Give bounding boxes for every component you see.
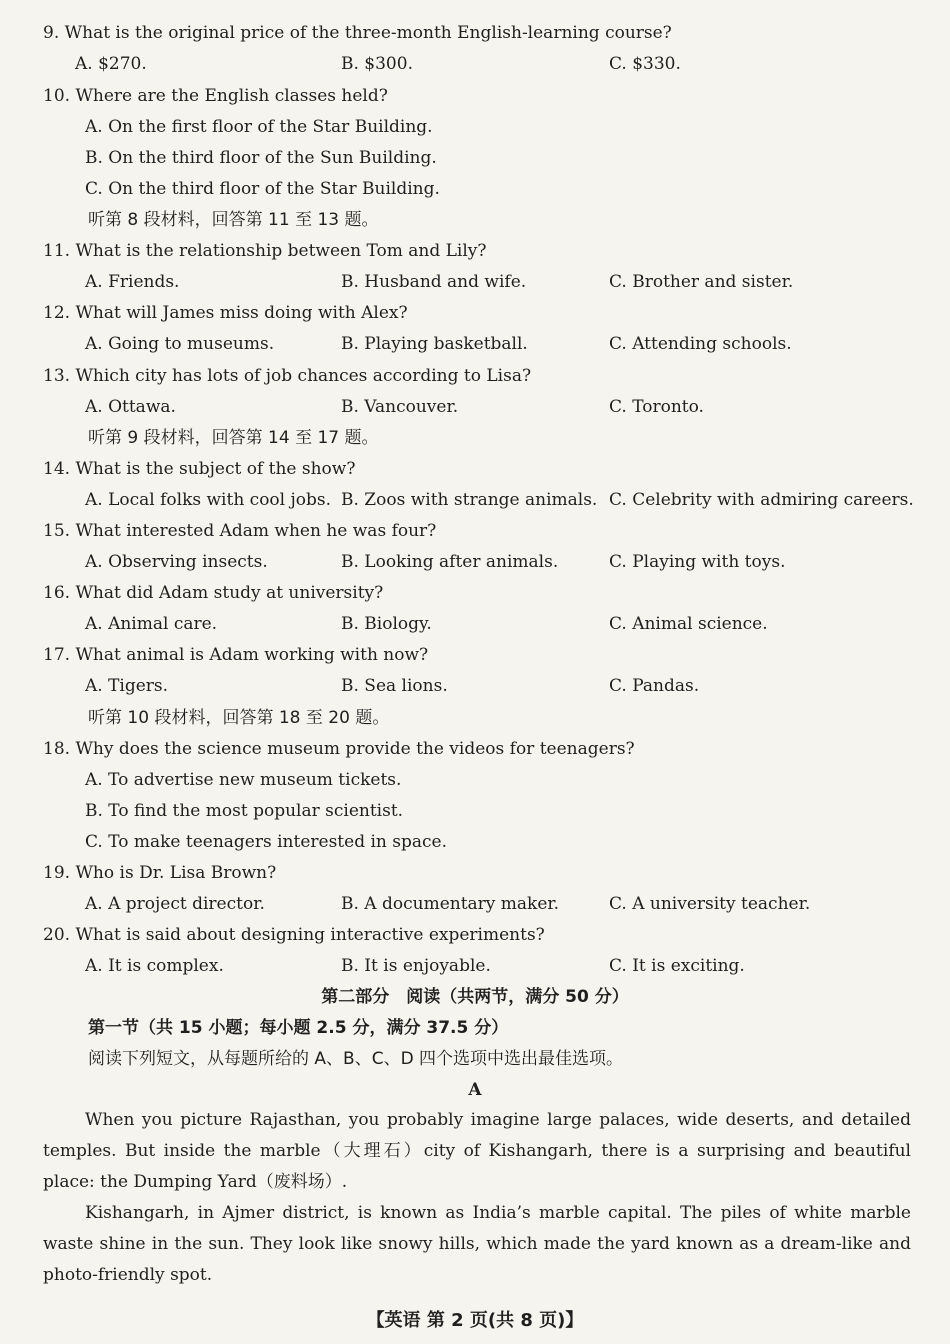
option-a: A. Animal care. bbox=[85, 614, 218, 634]
footer-subject: 【英语 bbox=[366, 1310, 421, 1331]
passage-paragraph-1: When you picture Rajasthan, you probably imagine large palaces, wide deserts, and detailed temples. But inside the marble（大理石）city of Kishangarh, there is a surprising and beautiful place: the Dumping Yard（废料场）. bbox=[43, 1110, 911, 1192]
option-c: C. Attending schools. bbox=[609, 334, 792, 354]
option-c: C. Pandas. bbox=[609, 676, 700, 696]
option-b: B. To find the most popular scientist. bbox=[85, 801, 404, 821]
option-b: B. It is enjoyable. bbox=[341, 956, 491, 976]
option-a: A. Ottawa. bbox=[85, 397, 176, 417]
option-b: B. Husband and wife. bbox=[341, 272, 527, 292]
option-a: A. $270. bbox=[75, 54, 147, 74]
option-c: C. To make teenagers interested in space. bbox=[85, 832, 448, 852]
option-c: C. Celebrity with admiring careers. bbox=[609, 490, 914, 510]
option-b: B. Playing basketball. bbox=[341, 334, 528, 354]
option-b: B. Sea lions. bbox=[341, 676, 448, 696]
option-c: C. Brother and sister. bbox=[609, 272, 794, 292]
option-a: A. Tigers. bbox=[85, 676, 169, 696]
option-a: A. On the first floor of the Star Building. bbox=[85, 117, 433, 137]
option-b: B. Biology. bbox=[341, 614, 432, 634]
question-11: 11. What is the relationship between Tom and Lily? bbox=[43, 241, 487, 261]
option-c: C. Toronto. bbox=[609, 397, 704, 417]
option-c: C. On the third floor of the Star Building. bbox=[85, 179, 440, 199]
option-a: A. Going to museums. bbox=[85, 334, 275, 354]
option-b: B. Zoos with strange animals. bbox=[341, 490, 598, 510]
option-b: B. On the third floor of the Sun Building. bbox=[85, 148, 437, 168]
part-2-title: 第二部分 阅读（共两节，满分 50 分） bbox=[321, 987, 629, 1007]
question-15: 15. What interested Adam when he was four? bbox=[43, 521, 437, 541]
passage-paragraph-2: Kishangarh, in Ajmer district, is known as India’s marble capital. The piles of white marble waste shine in the sun. They look like snowy hills, which made the yard known as a dream-like and photo-friendly spot. bbox=[43, 1203, 911, 1285]
question-19: 19. Who is Dr. Lisa Brown? bbox=[43, 863, 277, 883]
section-header-10: 听第 10 段材料，回答第 18 至 20 题。 bbox=[88, 708, 390, 728]
passage-label: A bbox=[468, 1080, 482, 1100]
page-footer bbox=[0, 1306, 950, 1332]
footer-page: 第 2 页(共 8 页)】 bbox=[426, 1310, 584, 1331]
question-12: 12. What will James miss doing with Alex? bbox=[43, 303, 408, 323]
section-1-title: 第一节（共 15 小题；每小题 2.5 分，满分 37.5 分） bbox=[88, 1018, 509, 1038]
option-a: A. A project director. bbox=[85, 894, 265, 914]
question-20: 20. What is said about designing interactive experiments? bbox=[43, 925, 545, 945]
section-header-8: 听第 8 段材料，回答第 11 至 13 题。 bbox=[88, 210, 379, 230]
section-header-9: 听第 9 段材料，回答第 14 至 17 题。 bbox=[88, 428, 379, 448]
question-10: 10. Where are the English classes held? bbox=[43, 86, 388, 106]
option-a: A. Local folks with cool jobs. bbox=[85, 490, 332, 510]
option-a: A. It is complex. bbox=[85, 956, 224, 976]
option-b: B. Vancouver. bbox=[341, 397, 459, 417]
option-a: A. To advertise new museum tickets. bbox=[85, 770, 402, 790]
option-c: C. A university teacher. bbox=[609, 894, 811, 914]
question-16: 16. What did Adam study at university? bbox=[43, 583, 384, 603]
option-c: C. Animal science. bbox=[609, 614, 768, 634]
option-b: B. $300. bbox=[341, 54, 413, 74]
option-c: C. It is exciting. bbox=[609, 956, 745, 976]
question-9: 9. What is the original price of the three-month English-learning course? bbox=[43, 23, 672, 43]
option-c: C. $330. bbox=[609, 54, 681, 74]
question-14: 14. What is the subject of the show? bbox=[43, 459, 356, 479]
question-17: 17. What animal is Adam working with now? bbox=[43, 645, 429, 665]
option-a: A. Friends. bbox=[85, 272, 180, 292]
option-c: C. Playing with toys. bbox=[609, 552, 786, 572]
question-18: 18. Why does the science museum provide the videos for teenagers? bbox=[43, 739, 635, 759]
option-a: A. Observing insects. bbox=[85, 552, 268, 572]
option-b: B. Looking after animals. bbox=[341, 552, 559, 572]
option-b: B. A documentary maker. bbox=[341, 894, 560, 914]
reading-instruction: 阅读下列短文，从每题所给的 A、B、C、D 四个选项中选出最佳选项。 bbox=[88, 1049, 624, 1069]
question-13: 13. Which city has lots of job chances according to Lisa? bbox=[43, 366, 532, 386]
